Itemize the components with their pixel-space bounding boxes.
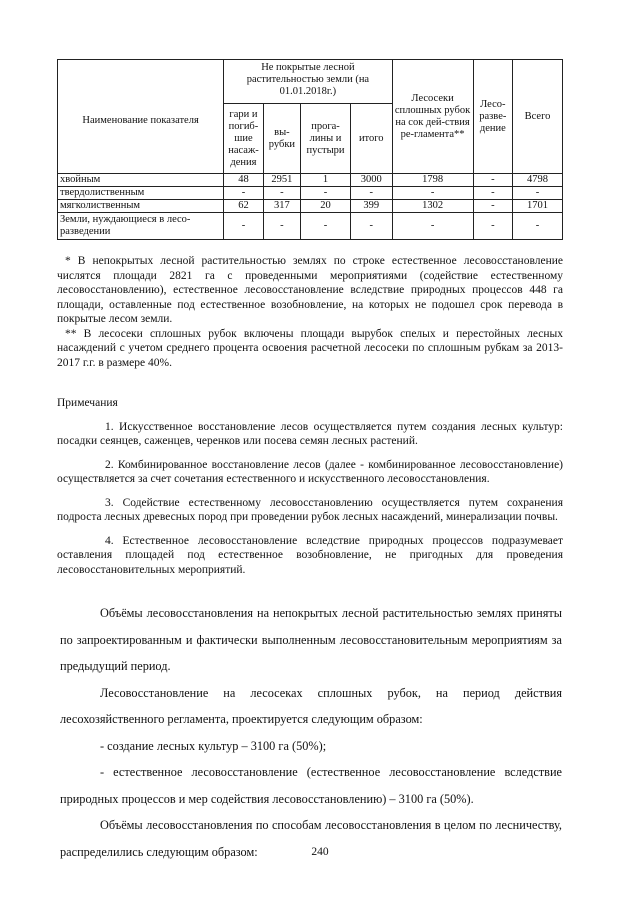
table-row: [58, 187, 563, 200]
cell: -: [513, 187, 563, 200]
notes: [57, 396, 563, 577]
cell: -: [263, 213, 300, 240]
header-lesoseki: Лесосеки сплошных рубок на сок дей-ствия ре-гламента**: [392, 60, 473, 174]
reforestation-table: [57, 59, 563, 240]
table-row: [58, 200, 563, 213]
cell: 1798: [392, 174, 473, 187]
cell: 1701: [513, 200, 563, 213]
cell: 2951: [263, 174, 300, 187]
cell: -: [224, 187, 263, 200]
row-name: хвойным: [58, 174, 224, 187]
cell: -: [473, 174, 512, 187]
cell: 48: [224, 174, 263, 187]
cell: 4798: [513, 174, 563, 187]
header-name: Наименование показателя: [58, 60, 224, 174]
table-row: [58, 213, 563, 240]
page-number: 240: [311, 846, 329, 858]
cell: 62: [224, 200, 263, 213]
cell: -: [263, 187, 300, 200]
table-row: [58, 174, 563, 187]
note-1: 1. Искусственное восстановление лесов осуществляется путем создания лесных культур: посадки сеянцев, саженцев, черенков или посева семян лесных растений.: [57, 420, 563, 447]
header-subtotal: итого: [350, 104, 392, 174]
cell: -: [392, 213, 473, 240]
main-paragraph-1: Объёмы лесовосстановления на непокрытых лесной растительностью землях приняты по запроектированным и фактически выполненным лесовосстановительным мероприятиям за предыдущий период.: [60, 606, 562, 673]
header-total: Всего: [513, 60, 563, 174]
row-name: мягколиственным: [58, 200, 224, 213]
header-lesorazvedenie: Лесо-разве-дение: [473, 60, 512, 174]
cell: 3000: [350, 174, 392, 187]
header-uncovered-lands: Не покрытые лесной растительностью земли (на 01.01.2018г.): [224, 60, 392, 104]
cell: 399: [350, 200, 392, 213]
cell: -: [392, 187, 473, 200]
cell: -: [224, 213, 263, 240]
cell: -: [473, 187, 512, 200]
note-4: 4. Естественное лесовосстановление вследствие природных процессов подразумевает оставления площадей под естественное возобновление, не пригодных для проведения лесовосстановительных мероприятий.: [57, 534, 563, 576]
cell: 1302: [392, 200, 473, 213]
cell: -: [473, 200, 512, 213]
main-paragraph-3: - создание лесных культур – 3100 га (50%);: [100, 738, 327, 753]
header-burned: гари и погиб-шие насаж-дения: [224, 104, 263, 174]
main-text: [60, 600, 562, 865]
main-paragraph-5: Объёмы лесовосстановления по способам лесовосстановления в целом по лесничеству, распределились следующим образом:: [60, 818, 562, 859]
row-name: твердолиственным: [58, 187, 224, 200]
header-clearcuts: вы-рубки: [263, 104, 300, 174]
cell: 317: [263, 200, 300, 213]
note-3: 3. Содействие естественному лесовосстановлению осуществляется путем сохранения подроста лесных древесных пород при проведении рубок лесных насаждений, минерализации почвы.: [57, 496, 563, 523]
cell: 20: [301, 200, 351, 213]
cell: -: [513, 213, 563, 240]
header-glades: прога-лины и пустыри: [301, 104, 351, 174]
footnote-1: * В непокрытых лесной растительностью землях по строке естественное лесовосстановление числятся площади 2821 га с проведенными мероприятиями (содействие естественному лесовосстановлению), естественное лесовосстановление вследствие природных процессов 448 га площади, оставленные под естественное возобновление, на которых не подошел срок перевода в покрытые лесом земли.: [57, 255, 563, 325]
footnotes: [57, 254, 563, 370]
row-name: Земли, нуждающиеся в лесо-разведении: [58, 213, 224, 240]
cell: -: [301, 187, 351, 200]
cell: -: [350, 187, 392, 200]
cell: -: [301, 213, 351, 240]
notes-title: Примечания: [57, 397, 118, 409]
note-2: 2. Комбинированное восстановление лесов (далее - комбинированное лесовосстановление) осуществляется за счет сочетания естественного и искусственного лесовосстановления.: [57, 458, 563, 485]
cell: 1: [301, 174, 351, 187]
cell: -: [473, 213, 512, 240]
main-paragraph-2: Лесовосстановление на лесосеках сплошных рубок, на период действия лесохозяйственного регламента, проектируется следующим образом:: [60, 685, 562, 726]
footnote-2: ** В лесосеки сплошных рубок включены площади вырубок спелых и перестойных лесных насаждений с учетом среднего процента освоения расчетной лесосеки по сплошным рубкам за 2013-2017 г.г. в размере 40%.: [57, 327, 563, 369]
main-paragraph-4: - естественное лесовосстановление (естественное лесовосстановление вследствие природных процессов и мер содействия лесовосстановлению) – 3100 га (50%).: [60, 765, 562, 806]
cell: -: [350, 213, 392, 240]
